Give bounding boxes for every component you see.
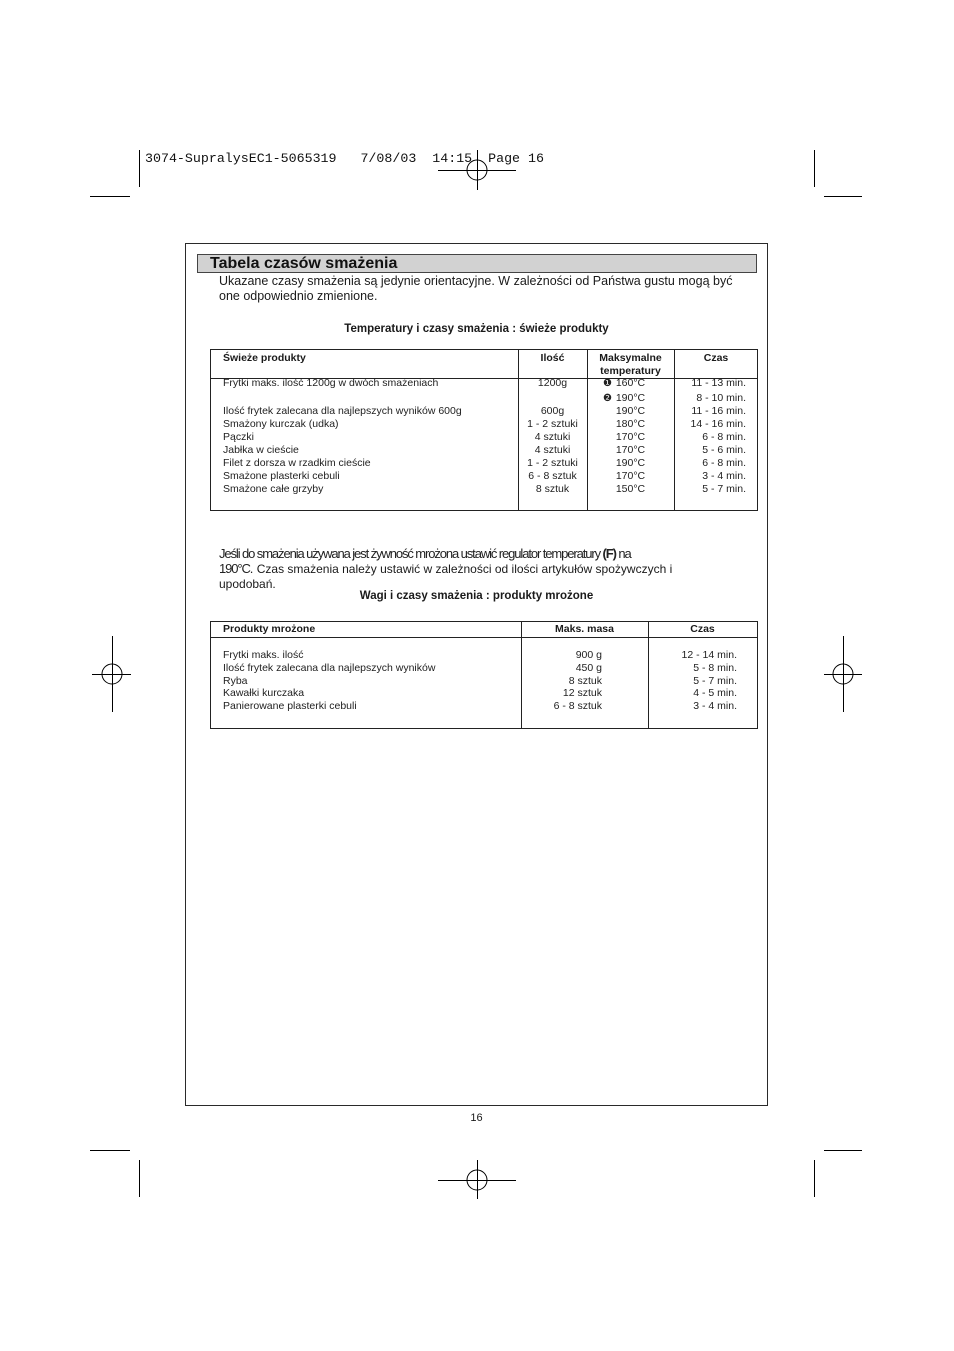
cell-temperature bbox=[587, 377, 674, 390]
cell-max-mass: 8 sztuk bbox=[568, 674, 602, 687]
table-row bbox=[211, 377, 757, 390]
header-max-temperature-line2: temperatury bbox=[600, 365, 661, 377]
header-divider bbox=[211, 637, 757, 638]
note-text: Czas smażenia należy ustawić w zależności od ilości artykułów spożywczych i bbox=[256, 562, 673, 576]
crop-mark-bottom-right bbox=[815, 1151, 863, 1198]
step-one-marker: ❶ bbox=[603, 378, 612, 389]
print-slug: 3074-SupralysEC1-5065319 7/08/03 14:15 Page 16 bbox=[145, 151, 544, 166]
cell-product: Jabłka w cieście bbox=[223, 444, 299, 456]
table-row bbox=[211, 649, 757, 662]
fresh-table-caption: Temperatury i czasy smażenia : świeże produkty bbox=[344, 323, 609, 335]
intro-line: Ukazane czasy smażenia są jedynie orientacyjne. W zależności od Państwa gustu mogą być bbox=[219, 274, 733, 288]
header-time: Czas bbox=[703, 352, 729, 364]
cell-product: Filet z dorsza w rzadkim cieście bbox=[223, 457, 371, 469]
note-line bbox=[219, 561, 672, 577]
table-body bbox=[211, 377, 757, 496]
table-row bbox=[211, 444, 757, 457]
cell-product: Frytki maks. ilość 1200g w dwóch smażeniach bbox=[223, 377, 439, 389]
cell-time: 12 - 14 min. bbox=[681, 649, 737, 661]
cell-time: 11 - 16 min. bbox=[691, 405, 746, 417]
cell-time: 6 - 8 min. bbox=[702, 431, 746, 443]
note-text: na bbox=[618, 546, 631, 561]
cell-product: Kawałki kurczaka bbox=[223, 687, 305, 700]
crop-mark-top-left bbox=[90, 150, 140, 197]
header-product: Świeże produkty bbox=[223, 352, 306, 364]
intro-line: one odpowiednio zmienione. bbox=[219, 289, 378, 303]
cell-max-mass: 450 g bbox=[575, 661, 602, 674]
note-temperature: 190°C. bbox=[219, 561, 253, 576]
cell-temperature bbox=[587, 392, 674, 405]
frozen-table-caption: Wagi i czasy smażenia : produkty mrożone bbox=[359, 590, 594, 602]
cell-temperature: 170°C bbox=[615, 431, 646, 443]
cell-temperature: 190°C bbox=[615, 405, 646, 417]
table-row bbox=[211, 700, 757, 713]
section-title-bar bbox=[197, 254, 757, 273]
cell-quantity: 1 - 2 sztuki bbox=[527, 418, 578, 430]
cell-time: 4 - 5 min. bbox=[693, 687, 737, 700]
cell-quantity: 4 sztuki bbox=[534, 431, 571, 443]
cell-temperature: 190°C bbox=[615, 457, 646, 469]
header-max-mass: Maks. masa bbox=[555, 623, 614, 635]
temperature-value: 190°C bbox=[615, 392, 646, 404]
cell-product: Ryba bbox=[223, 674, 248, 687]
cell-product: Smażony kurczak (udka) bbox=[223, 418, 339, 430]
table-row bbox=[211, 418, 757, 431]
cell-time: 5 - 6 min. bbox=[702, 444, 746, 456]
intro-paragraph bbox=[219, 274, 732, 304]
table-row bbox=[211, 457, 757, 470]
header-max-temperature-line1: Maksymalne bbox=[599, 352, 662, 364]
cell-temperature: 180°C bbox=[615, 418, 646, 430]
table-row bbox=[211, 470, 757, 483]
registration-mark-left bbox=[92, 636, 131, 712]
cell-product: Frytki maks. ilość bbox=[223, 649, 304, 661]
cell-quantity: 600g bbox=[540, 405, 565, 417]
cell-product: Smażone plasterki cebuli bbox=[223, 470, 340, 482]
cell-product: Pączki bbox=[223, 431, 254, 443]
frozen-food-note bbox=[219, 546, 672, 592]
cell-product: Ilość frytek zalecana dla najlepszych wyników bbox=[223, 661, 436, 674]
cell-max-mass: 12 sztuk bbox=[562, 687, 602, 700]
cell-quantity: 8 sztuk bbox=[535, 483, 570, 495]
cell-time: 11 - 13 min. bbox=[691, 377, 746, 389]
cell-time: 3 - 4 min. bbox=[693, 700, 737, 712]
cell-product: Panierowane plasterki cebuli bbox=[223, 700, 357, 712]
temperature-dial-label: (F) bbox=[602, 546, 616, 561]
crop-mark-top-right bbox=[815, 150, 863, 197]
cell-time: 8 - 10 min. bbox=[696, 392, 746, 404]
cell-max-mass: 6 - 8 sztuk bbox=[553, 700, 602, 712]
table-row bbox=[211, 392, 757, 405]
cell-time: 3 - 4 min. bbox=[702, 470, 746, 482]
header-max-temperature bbox=[587, 352, 674, 378]
page-title: Tabela czasów smażenia bbox=[210, 255, 398, 272]
cell-temperature: 170°C bbox=[615, 470, 646, 482]
cell-product: Smażone całe grzyby bbox=[223, 483, 324, 495]
cell-temperature: 170°C bbox=[615, 444, 646, 456]
table-row bbox=[211, 687, 757, 700]
fresh-products-table bbox=[210, 349, 758, 511]
table-row bbox=[211, 662, 757, 675]
cell-quantity: 4 sztuki bbox=[534, 444, 571, 456]
page-number: 16 bbox=[470, 1112, 483, 1124]
cell-quantity: 1200g bbox=[537, 377, 568, 389]
cell-product: Ilość frytek zalecana dla najlepszych wyników 600g bbox=[223, 405, 462, 417]
cell-max-mass: 900 g bbox=[575, 649, 602, 661]
note-text: Jeśli do smażenia używana jest żywność mrożona ustawić regulator temperatury bbox=[219, 546, 600, 561]
header-quantity: Ilość bbox=[540, 352, 565, 364]
note-line bbox=[219, 546, 672, 561]
registration-mark-bottom bbox=[438, 1160, 516, 1199]
cell-time: 6 - 8 min. bbox=[702, 457, 746, 469]
table-row bbox=[211, 431, 757, 444]
header-product: Produkty mrożone bbox=[223, 623, 316, 635]
cell-temperature: 150°C bbox=[615, 483, 646, 495]
table-row bbox=[211, 405, 757, 418]
temperature-value: 160°C bbox=[615, 377, 646, 389]
cell-time: 14 - 16 min. bbox=[690, 418, 746, 430]
cell-time: 5 - 8 min. bbox=[693, 661, 737, 674]
step-two-marker: ❷ bbox=[603, 393, 612, 404]
registration-mark-right bbox=[824, 636, 862, 712]
table-row bbox=[211, 675, 757, 688]
cell-quantity: 6 - 8 sztuk bbox=[528, 470, 577, 482]
cell-time: 5 - 7 min. bbox=[693, 674, 737, 687]
note-line: upodobań. bbox=[219, 577, 276, 591]
cell-time: 5 - 7 min. bbox=[702, 483, 746, 495]
header-time: Czas bbox=[690, 623, 715, 635]
cell-quantity: 1 - 2 sztuki bbox=[527, 457, 578, 469]
crop-mark-bottom-left bbox=[90, 1151, 140, 1198]
table-row bbox=[211, 483, 757, 496]
table-body bbox=[211, 649, 757, 713]
frozen-products-table bbox=[210, 621, 758, 729]
